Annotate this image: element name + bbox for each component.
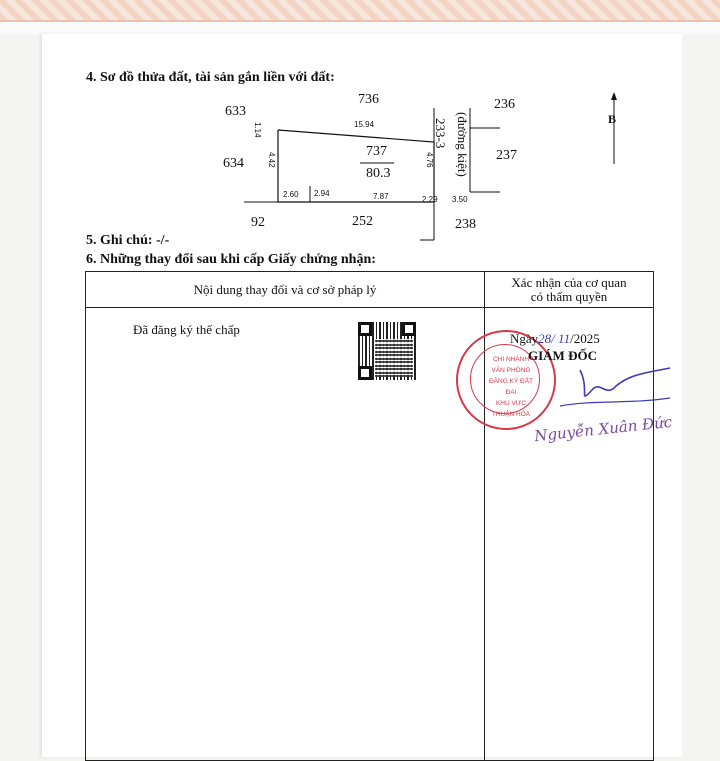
signature-icon: [520, 360, 680, 420]
neighbor-736: 736: [358, 92, 379, 107]
qr-code-icon: [358, 322, 416, 380]
seal-line-5: THUẬN HÓA: [491, 411, 531, 418]
header-confirm-col: [485, 272, 654, 308]
table-header-row: [86, 272, 654, 308]
neighbor-633: 633: [225, 104, 246, 119]
neighbor-238: 238: [455, 217, 476, 232]
section-5-heading: 5. Ghi chú: -/-: [86, 233, 170, 248]
north-label: B: [608, 112, 617, 126]
signer-title: GIÁM ĐỐC: [528, 348, 597, 363]
seal-line-1: CHI NHÁNH: [492, 356, 530, 363]
entry-content-cell: [86, 308, 485, 761]
section-4-heading: 4. Sơ đồ thửa đất, tài sản gắn liền với đất:: [86, 70, 335, 85]
north-arrow-head: [611, 92, 617, 100]
signer-name: Nguyễn Xuân Đức: [533, 412, 673, 446]
parcel-area: 80.3: [366, 166, 391, 181]
neighbor-252: 252: [352, 214, 373, 229]
road-name: (đường kiệt): [455, 112, 470, 177]
dim-bottom-5: 3.50: [452, 195, 468, 204]
entry-content-text: Đã đăng ký thế chấp: [133, 322, 240, 337]
dim-right: 4.76: [425, 152, 434, 168]
road-code: 233-3: [433, 118, 448, 149]
date-year: /2025: [570, 331, 600, 346]
dim-left-top: 1.14: [253, 122, 262, 138]
header-confirm-line1: Xác nhận của cơ quan: [511, 274, 627, 290]
header-confirm-line2: có thẩm quyền: [530, 288, 608, 304]
neighbor-237: 237: [496, 148, 517, 163]
neighbor-236: 236: [494, 97, 515, 112]
section-6-heading: 6. Những thay đổi sau khi cấp Giấy chứng nhận:: [86, 252, 376, 267]
qr-code-modules: [375, 339, 413, 377]
dim-bottom-4: 2.29: [422, 195, 438, 204]
neighbor-92: 92: [251, 215, 265, 230]
seal-line-2: VĂN PHÒNG: [491, 367, 531, 374]
qr-code-finder: [358, 366, 372, 380]
signing-date: [510, 331, 600, 347]
dim-bottom-3: 7.87: [373, 192, 389, 201]
dim-bottom-2: 2.94: [314, 189, 330, 198]
date-handwritten: 28/ 11: [538, 331, 571, 346]
header-content-col: [86, 272, 485, 308]
dim-bottom-1: 2.60: [283, 190, 299, 199]
dim-top: 15.94: [354, 120, 375, 129]
seal-line-3: ĐĂNG KÝ ĐẤT ĐAI: [488, 378, 534, 396]
parcel-number: 737: [366, 144, 387, 159]
header-content-label: Nội dung thay đổi và cơ sở pháp lý: [193, 281, 377, 297]
neighbor-634: 634: [223, 156, 244, 171]
seal-line-4: KHU VỰC: [495, 400, 527, 407]
date-prefix: Ngày: [510, 331, 539, 346]
parcel-outline: [278, 130, 434, 202]
dim-left: 4.42: [267, 152, 276, 168]
